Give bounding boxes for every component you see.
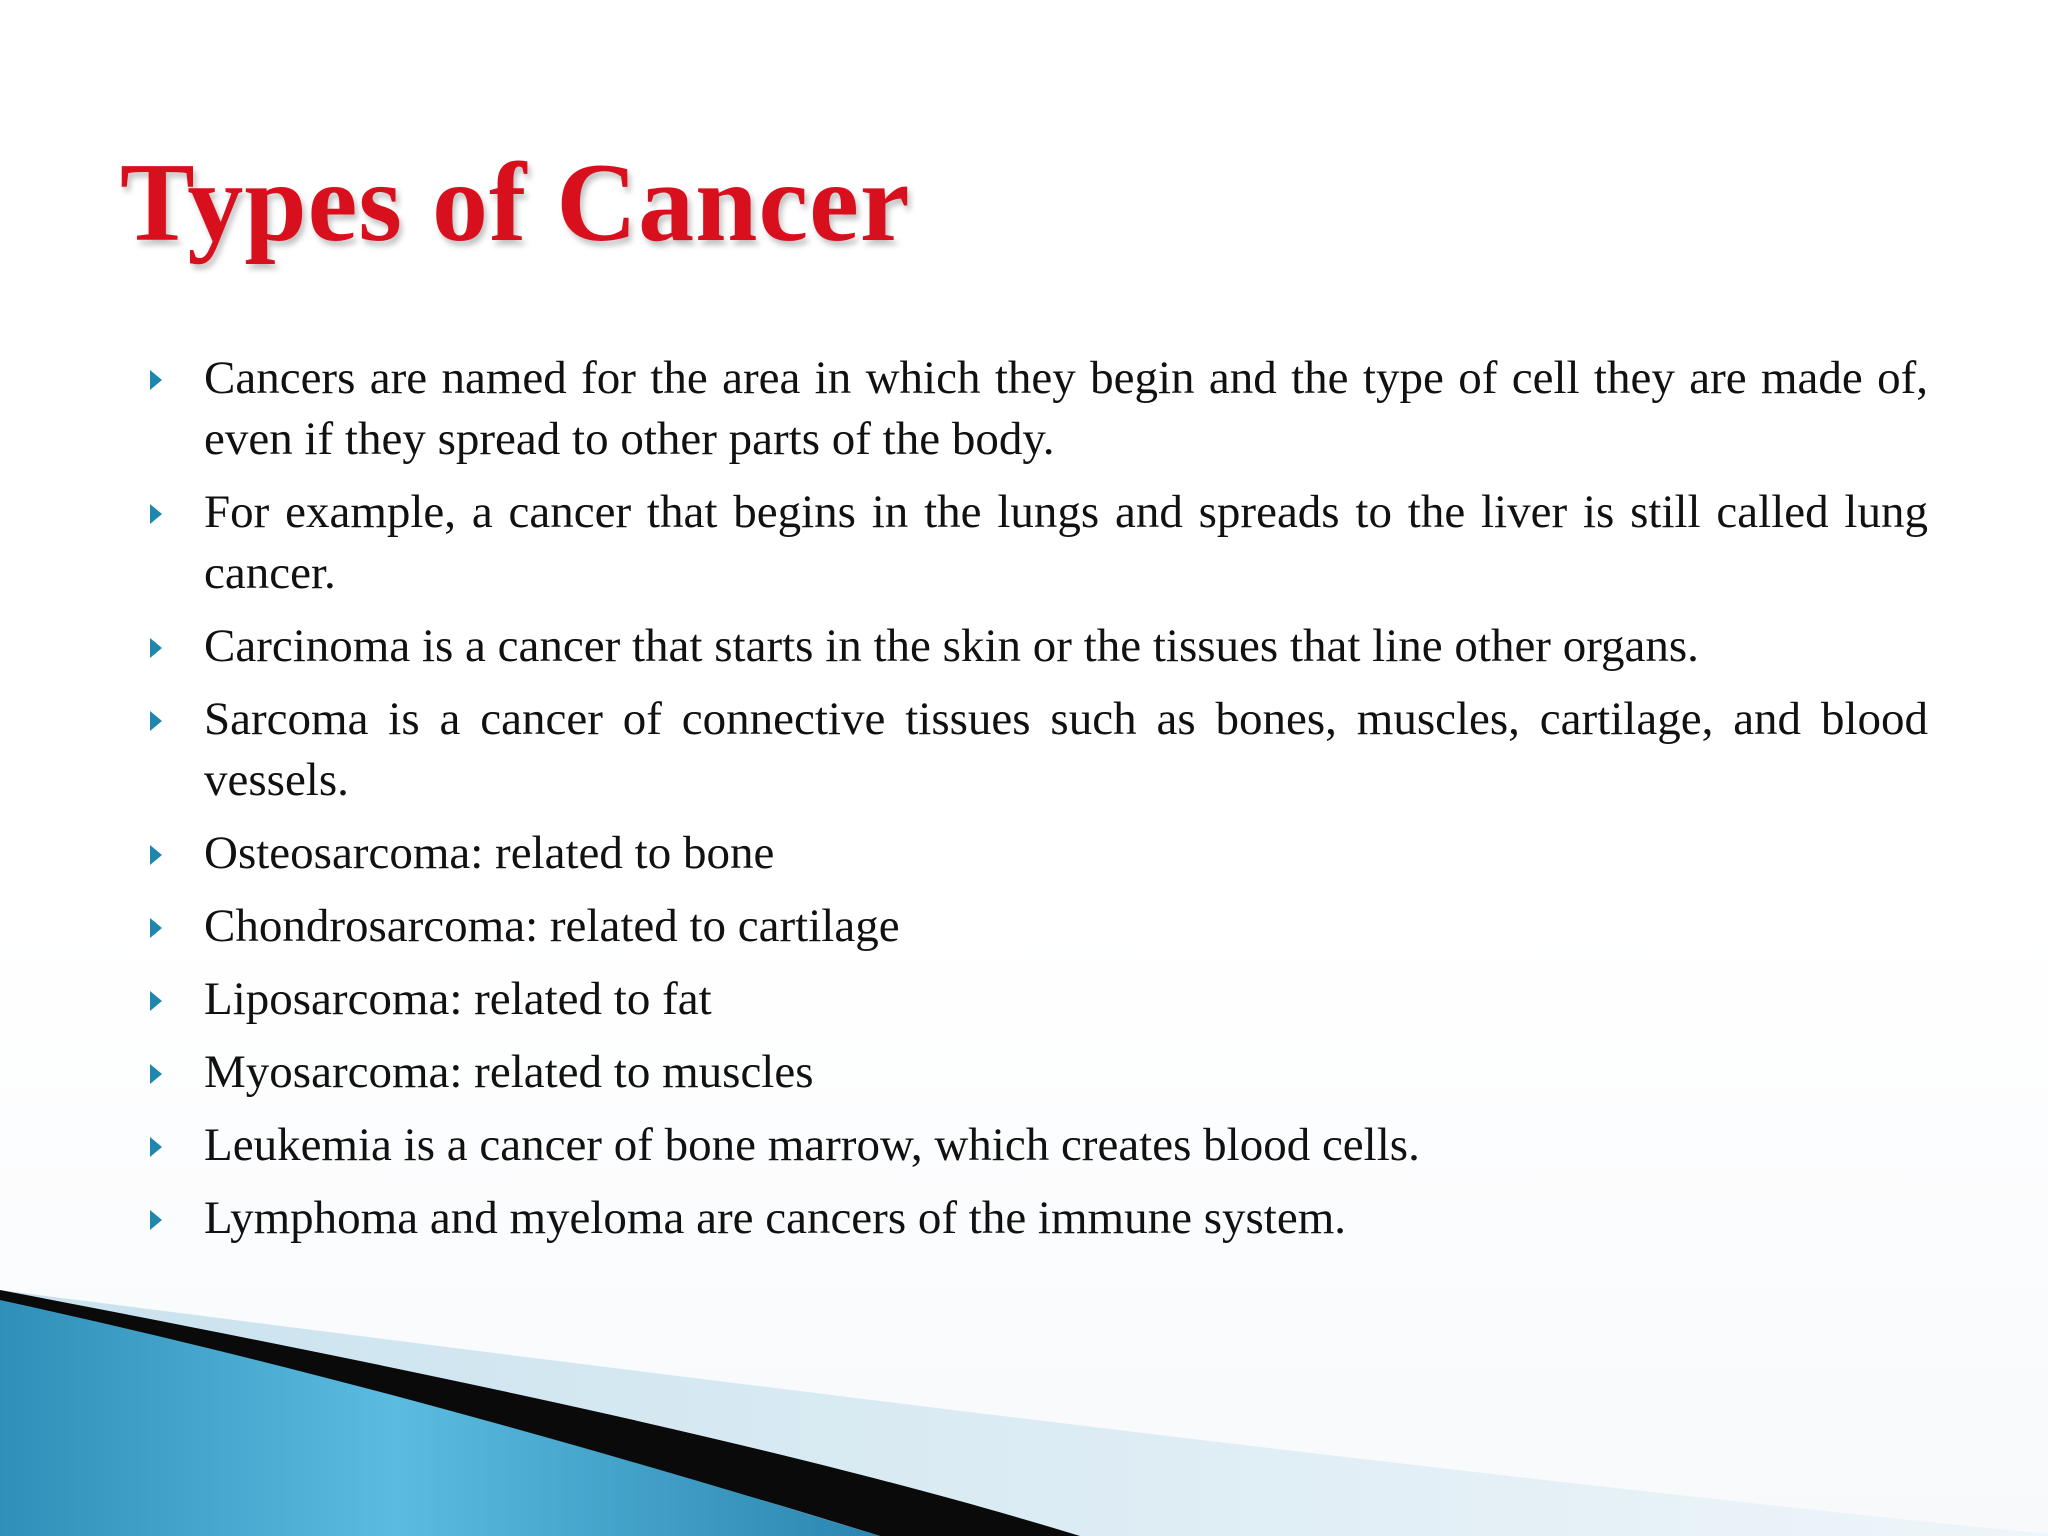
bullet-item <box>138 823 1928 884</box>
triangle-right-icon <box>150 845 162 865</box>
light-swoosh-shape <box>0 1290 2048 1536</box>
bullet-text: Cancers are named for the area in which they begin and the type of cell they are made of, even if they spread to other parts of the body. <box>204 352 1928 465</box>
bullet-text: Osteosarcoma: related to bone <box>204 827 775 879</box>
triangle-right-icon <box>150 638 162 658</box>
slide-title: Types of Cancer <box>120 141 911 265</box>
bullet-item <box>138 482 1928 604</box>
bullet-item <box>138 969 1928 1030</box>
bullet-text: Myosarcoma: related to muscles <box>204 1046 814 1098</box>
triangle-right-icon <box>150 991 162 1011</box>
triangle-right-icon <box>150 1064 162 1084</box>
bullet-item <box>138 1042 1928 1103</box>
bullet-item <box>138 1115 1928 1176</box>
blue-swoosh-shape <box>0 1300 880 1536</box>
bullet-item <box>138 1188 1928 1249</box>
bullet-text: Chondrosarcoma: related to cartilage <box>204 900 900 952</box>
triangle-right-icon <box>150 1137 162 1157</box>
bullet-item <box>138 616 1928 677</box>
bullet-item <box>138 896 1928 957</box>
bullet-text: Liposarcoma: related to fat <box>204 973 712 1025</box>
triangle-right-icon <box>150 711 162 731</box>
bullet-text: Sarcoma is a cancer of connective tissues such as bones, muscles, cartilage, and blood vessels. <box>204 693 1928 806</box>
bullet-text: Carcinoma is a cancer that starts in the skin or the tissues that line other organs. <box>204 620 1699 672</box>
bullet-text: Lymphoma and myeloma are cancers of the immune system. <box>204 1192 1347 1244</box>
triangle-right-icon <box>150 504 162 524</box>
triangle-right-icon <box>150 370 162 390</box>
bullet-list <box>138 348 1928 1261</box>
triangle-right-icon <box>150 918 162 938</box>
bullet-item <box>138 348 1928 470</box>
bullet-item <box>138 689 1928 811</box>
bullet-text: Leukemia is a cancer of bone marrow, which creates blood cells. <box>204 1119 1420 1171</box>
bullet-text: For example, a cancer that begins in the lungs and spreads to the liver is still called lung cancer. <box>204 486 1928 599</box>
triangle-right-icon <box>150 1210 162 1230</box>
dark-swoosh-shape <box>0 1290 1080 1536</box>
